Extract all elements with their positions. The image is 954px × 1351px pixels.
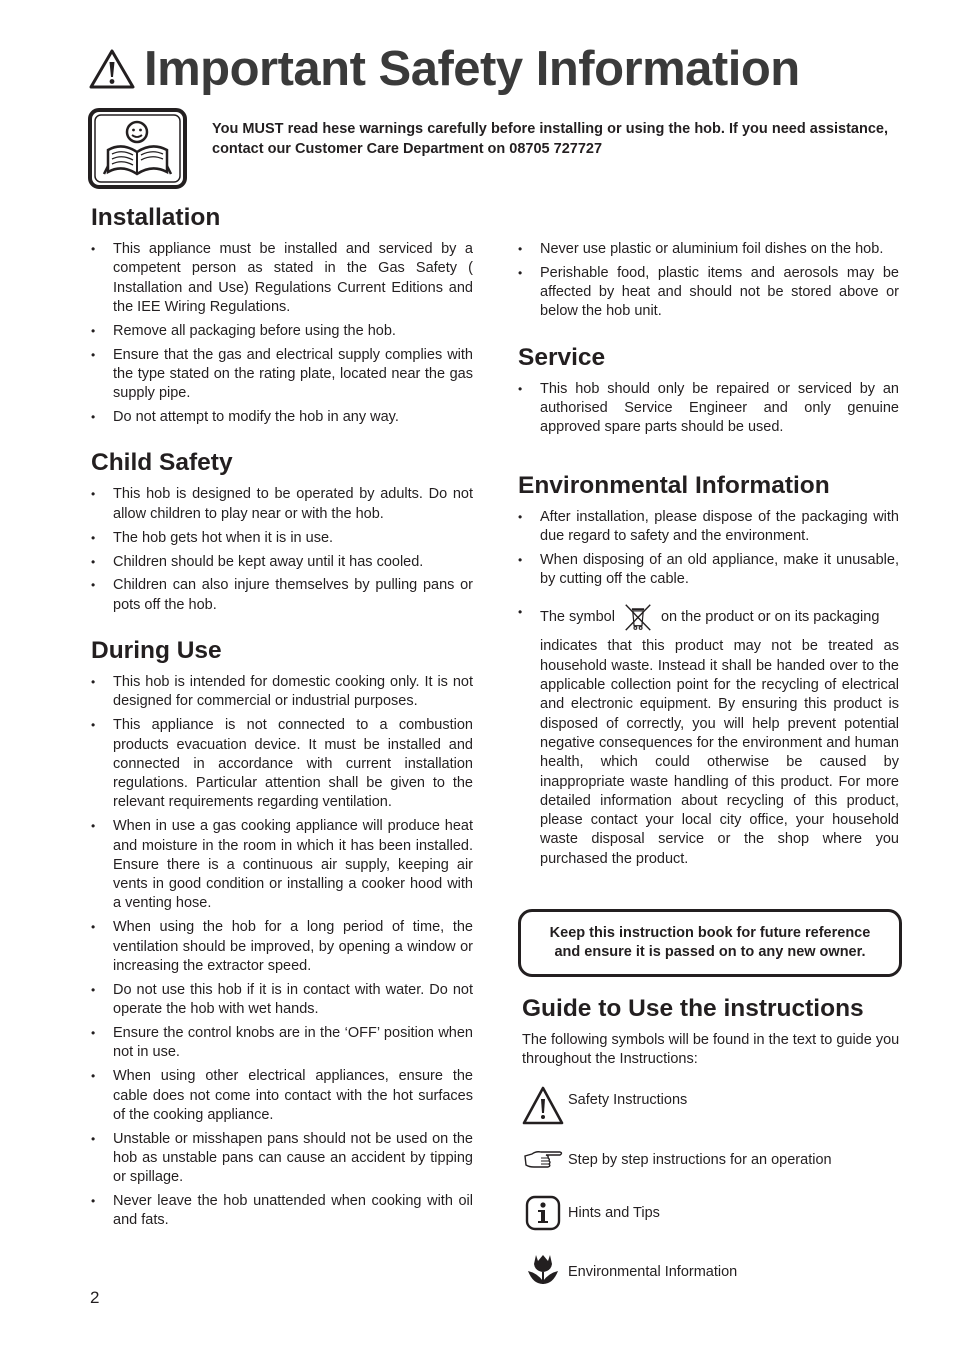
- list-item: • Perishable food, plastic items and aerosols may be affected by heat and should not be stored above or below the hob unit.: [518, 264, 899, 322]
- during-use-list: [91, 673, 473, 1231]
- during-use-heading: During Use: [91, 637, 222, 665]
- child-safety-section: [91, 449, 473, 615]
- keep-instructions-notice: [518, 909, 902, 977]
- guide-symbol-label: Step by step instructions for an operation: [568, 1152, 832, 1168]
- guide-symbol-row: [522, 1086, 902, 1126]
- list-item: • Unstable or misshapen pans should not be used on the hob as unstable pans can cause an accident by tipping or spillage.: [91, 1130, 473, 1188]
- guide-symbol-label: Hints and Tips: [568, 1205, 660, 1221]
- right-column: [518, 240, 899, 891]
- left-column: [91, 204, 473, 1253]
- list-item: • Do not use this hob if it is in contact with water. Do not operate the hob with wet hands.: [91, 981, 473, 1020]
- page-title-block: [88, 34, 800, 104]
- list-item: • When disposing of an old appliance, make it unusable, by cutting off the cable.: [518, 551, 899, 590]
- installation-section: [91, 204, 473, 427]
- service-heading: Service: [518, 343, 606, 371]
- list-item: • When using other electrical appliances, ensure the cable does not come into contact with the hot surfaces of the cooking appliance.: [91, 1067, 473, 1125]
- page-number: 2: [90, 1288, 100, 1307]
- environmental-list: [518, 508, 899, 869]
- guide-section: [522, 995, 906, 1070]
- list-item: • Ensure that the gas and electrical supply complies with the type stated on the rating plate, located near the gas supply pipe.: [91, 346, 473, 404]
- list-item: • The hob gets hot when it is in use.: [91, 529, 473, 548]
- warning-triangle-icon: [88, 48, 136, 90]
- child-safety-list: [91, 485, 473, 615]
- environmental-section: [518, 472, 899, 869]
- read-manual-icon: [88, 108, 187, 189]
- installation-continued-section: [518, 240, 899, 322]
- list-item: • After installation, please dispose of the packaging with due regard to safety and the environment.: [518, 508, 899, 547]
- intro-warning: You MUST read hese warnings carefully before installing or using the hob. If you need assistance, contact our Customer Care Department on 08705 727727: [212, 121, 888, 157]
- notice-line-2: and ensure it is passed on to any new owner.: [554, 944, 866, 960]
- list-item: • Never use plastic or aluminium foil dishes on the hob.: [518, 240, 899, 259]
- guide-symbol-row: [522, 1193, 902, 1233]
- installation-continued-list: [518, 240, 899, 322]
- list-item: • This hob is designed to be operated by adults. Do not allow children to play near or with the hob.: [91, 485, 473, 524]
- service-list: [518, 380, 899, 438]
- list-item: • When using the hob for a long period of time, the ventilation should be improved, by opening a window or increasing the extractor speed.: [91, 918, 473, 976]
- list-item: • Never leave the hob unattended when cooking with oil and fats.: [91, 1192, 473, 1231]
- info-icon: [525, 1195, 561, 1231]
- symbol-text-pre: The symbol: [540, 609, 615, 626]
- tulip-icon: [525, 1251, 561, 1285]
- list-item: • Ensure the control knobs are in the ‘OFF’ position when not in use.: [91, 1024, 473, 1063]
- service-section: [518, 344, 899, 438]
- list-item: [518, 603, 899, 869]
- list-item: • Children should be kept away until it has cooled.: [91, 553, 473, 572]
- list-item: • When in use a gas cooking appliance will produce heat and moisture in the room in which it has been installed. Ensure there is a continuous air supply, keeping air vents in good condition or installing a cooker hood with a venting hose.: [91, 817, 473, 913]
- child-safety-heading: Child Safety: [91, 449, 233, 477]
- symbol-explanation: indicates that this product may not be treated as household waste. Instead it shall be handed over to the applicable collection point for the recycling of electrical and electronic equipment. By ensuring this product is disposed of correctly, you will help prevent potential negative consequences for the environment and human health, which could otherwise be caused by inappropriate waste handling of this product. For more detailed information about recycling of this product, please contact your local city office, your household waste disposal service or the shop where you purchased the product.: [540, 638, 899, 867]
- guide-heading: Guide to Use the instructions: [522, 995, 864, 1022]
- pointing-hand-icon: [522, 1146, 564, 1174]
- symbol-text-post: on the product or on its packaging: [660, 609, 880, 626]
- list-item: • Do not attempt to modify the hob in any way.: [91, 408, 473, 427]
- list-item: • This appliance must be installed and serviced by a competent person as stated in the Gas Safety ( Installation and Use) Regulations Current Editions and the IEE Wiring Regulations.: [91, 240, 473, 317]
- list-item: • This appliance is not connected to a combustion products evacuation device. It must be installed and connected in accordance with current installation regulations. Particular attention shall be given to the relevant requirements regarding ventilation.: [91, 716, 473, 812]
- installation-list: [91, 240, 473, 427]
- during-use-section: [91, 637, 473, 1231]
- environmental-heading: Environmental Information: [518, 471, 830, 499]
- warning-triangle-icon: [522, 1086, 564, 1126]
- guide-symbol-row: [522, 1248, 902, 1288]
- list-item: • Remove all packaging before using the hob.: [91, 322, 473, 341]
- guide-intro: The following symbols will be found in the text to guide you throughout the Instructions:: [522, 1032, 900, 1068]
- guide-symbol-row: [522, 1140, 902, 1180]
- list-item: • This hob should only be repaired or serviced by an authorised Service Engineer and only genuine approved spare parts should be used.: [518, 380, 899, 438]
- installation-heading: Installation: [91, 204, 221, 231]
- guide-symbol-label: Environmental Information: [568, 1264, 738, 1280]
- crossed-bin-icon: [621, 603, 655, 631]
- notice-line-1: Keep this instruction book for future reference: [549, 924, 871, 941]
- guide-symbol-label: Safety Instructions: [568, 1092, 688, 1108]
- list-item: • Children can also injure themselves by pulling pans or pots off the hob.: [91, 576, 473, 615]
- list-item: • This hob is intended for domestic cooking only. It is not designed for commercial or industrial purposes.: [91, 673, 473, 712]
- page-title: Important Safety Information: [144, 42, 800, 96]
